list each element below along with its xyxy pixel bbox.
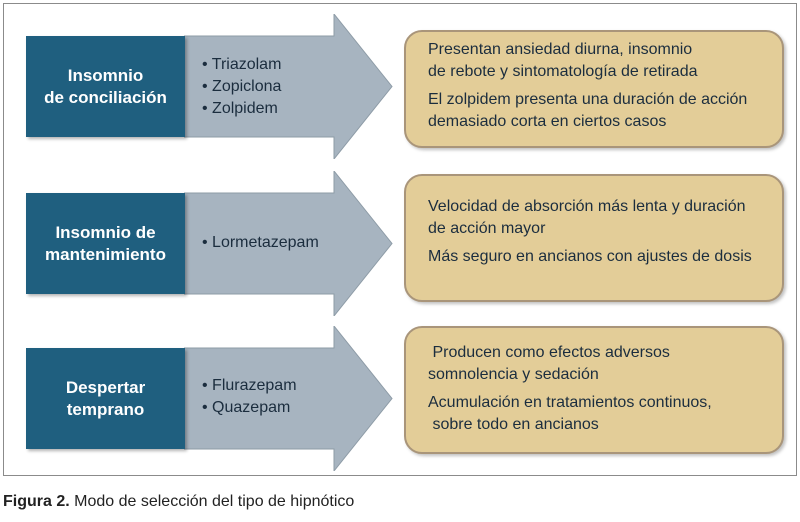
drug-item: • Flurazepam — [202, 375, 297, 397]
row-2-label: Insomnio de mantenimiento — [26, 193, 185, 294]
row-3-drug-list — [202, 375, 297, 419]
row-3-notes — [404, 326, 784, 454]
note-paragraph: Más seguro en ancianos con ajustes de dosis — [428, 248, 752, 265]
caption-text: Modo de selección del tipo de hipnótico — [69, 493, 355, 510]
note-paragraph: Presentan ansiedad diurna, insomnio de rebote y sintomatología de retirada — [428, 41, 698, 80]
figure-caption — [3, 493, 354, 511]
figure-label: Figura 2. — [3, 493, 70, 510]
drug-item: • Quazepam — [202, 397, 297, 419]
note-paragraph: Velocidad de absorción más lenta y duración de acción mayor — [428, 198, 746, 237]
note-paragraph: Acumulación en tratamientos continuos, sobre todo en ancianos — [428, 394, 712, 433]
drug-item: • Zopiclona — [202, 76, 281, 98]
diagram-frame — [3, 3, 797, 476]
drug-item: • Lormetazepam — [202, 232, 319, 254]
row-2-drug-list — [202, 232, 319, 254]
row-2-notes — [404, 174, 784, 302]
row-1-notes — [404, 30, 784, 148]
note-paragraph: El zolpidem presenta una duración de acción demasiado corta en ciertos casos — [428, 91, 748, 130]
drug-item: • Triazolam — [202, 54, 281, 76]
row-3-label: Despertar temprano — [26, 348, 185, 449]
row-1-drug-list — [202, 54, 281, 120]
note-paragraph: Producen como efectos adversos somnolencia y sedación — [428, 344, 670, 383]
drug-item: • Zolpidem — [202, 98, 281, 120]
row-1-label: Insomnio de conciliación — [26, 36, 185, 137]
